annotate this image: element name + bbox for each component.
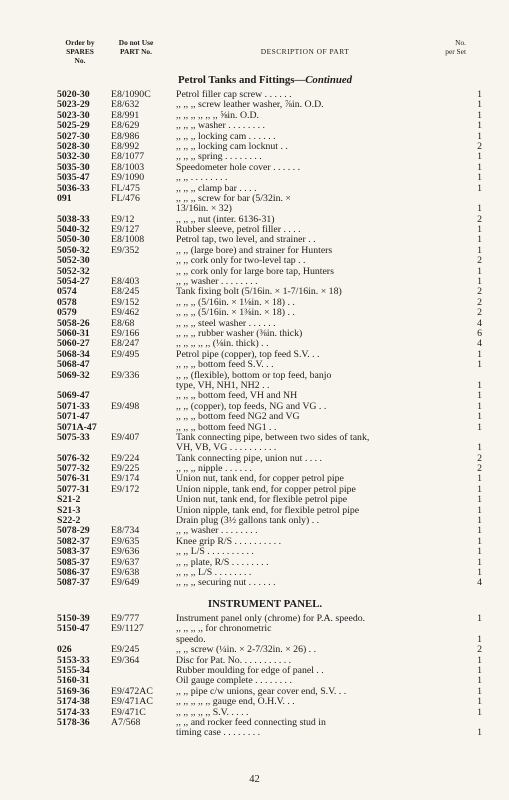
table-row xyxy=(0,184,509,194)
table-row xyxy=(0,697,509,707)
section-title-instrument-panel: INSTRUMENT PANEL. xyxy=(207,598,323,610)
description: ,, ,, . . . . . . . . xyxy=(176,173,228,184)
description: ,, ,, ,, screw leather washer, ⅞in. O.D. xyxy=(176,100,324,111)
order-no-header: Order by SPARES No. xyxy=(65,38,95,65)
qty-per-set: 1 xyxy=(477,525,482,537)
description: Union nut, tank end, for copper petrol pipe xyxy=(176,474,344,485)
spares-no: 5150-39 xyxy=(57,613,90,624)
spares-no xyxy=(0,635,111,645)
spares-no: 5069-32 xyxy=(57,369,90,381)
spares-no: 5150-47 xyxy=(57,623,90,635)
part-no: E9/352 xyxy=(111,244,140,256)
spares-no: 5076-32 xyxy=(57,452,90,464)
spares-no: 5050-32 xyxy=(57,244,90,256)
qty-per-set: 2 xyxy=(477,286,482,298)
spares-no: 5069-47 xyxy=(57,390,90,402)
qty-per-set: 1 xyxy=(477,151,482,163)
description: Disc for Pat. No. . . . . . . . . . . xyxy=(176,655,292,666)
qty-per-set: 2 xyxy=(477,463,482,475)
description: ,, ,, ,, rubber washer (⅜in. thick) xyxy=(176,328,303,339)
description: Rubber sleeve, petrol filler . . . . xyxy=(176,225,301,236)
part-no: E8/1077 xyxy=(111,151,145,163)
spares-no: 5077-31 xyxy=(57,483,90,495)
description: ,, ,, ,, clamp bar . . . . xyxy=(176,183,257,194)
spares-no: 5085-37 xyxy=(57,556,90,568)
part-no: E9/649 xyxy=(111,577,140,589)
qty-per-set: 1 xyxy=(477,494,482,506)
description: ,, ,, ,, (5/16in. × 1⅛in. × 18) . . xyxy=(176,297,295,308)
qty-per-set: 1 xyxy=(477,504,482,516)
spares-no: 5075-33 xyxy=(57,431,90,443)
part-no: FL/475 xyxy=(111,182,140,194)
qty-per-set: 2 xyxy=(477,296,482,308)
part-no: E9/12 xyxy=(111,213,135,225)
qty-per-set: 1 xyxy=(477,664,482,676)
table-row xyxy=(0,728,509,738)
description: speedo. xyxy=(176,634,206,645)
description: ,, ,, ,, nipple . . . . . . xyxy=(176,464,252,475)
part-no: E9/638 xyxy=(111,566,140,578)
qty-per-set: 2 xyxy=(477,644,482,656)
spares-no: 5035-47 xyxy=(57,172,90,184)
description: ,, ,, ,, washer . . . . . . . . xyxy=(176,121,265,132)
part-no: E9/637 xyxy=(111,556,140,568)
part-no: E8/991 xyxy=(111,109,140,121)
description: ,, ,, ,, ,, ,, ,, ⅝in. O.D. xyxy=(176,110,260,121)
qty-per-set: 1 xyxy=(477,483,482,495)
description: type, VH, NH1, NH2 . . xyxy=(176,380,270,391)
part-no: E8/1003 xyxy=(111,161,145,173)
table-row xyxy=(0,173,509,183)
part-no: E9/174 xyxy=(111,473,140,485)
part-no: FL/476 xyxy=(111,192,140,204)
qty-per-set: 1 xyxy=(477,400,482,412)
qty-per-set: 1 xyxy=(477,120,482,132)
qty-per-set: 2 xyxy=(477,213,482,225)
qty-per-set: 1 xyxy=(477,161,482,173)
spares-no: 5040-32 xyxy=(57,224,90,236)
qty-per-set: 1 xyxy=(477,265,482,277)
description: Petrol tap, two level, and strainer . . xyxy=(176,235,316,246)
part-no xyxy=(111,360,176,370)
spares-no: 5153-33 xyxy=(57,654,90,666)
qty-per-set: 1 xyxy=(477,685,482,697)
description: Instrument panel only (chrome) for P.A. speedo. xyxy=(176,614,366,624)
description: ,, ,, (copper), top feeds, NG and VG . . xyxy=(176,401,327,412)
qty-per-set: 2 xyxy=(477,140,482,152)
qty-per-set: 1 xyxy=(477,182,482,194)
spares-no: 5023-29 xyxy=(57,99,90,111)
description: ,, ,, ,, ,, ,, S.V. . . . . xyxy=(176,707,249,718)
qty-per-set: 1 xyxy=(477,348,482,360)
description: ,, ,, ,, locking cam . . . . . . xyxy=(176,131,276,142)
spares-no: 5052-32 xyxy=(57,265,90,277)
qty-per-set: 1 xyxy=(477,706,482,718)
qty-per-set: 1 xyxy=(477,633,482,645)
spares-no xyxy=(0,381,111,391)
qty-per-set: 1 xyxy=(477,421,482,433)
qty-per-set: 6 xyxy=(477,327,482,339)
part-no: E8/734 xyxy=(111,525,140,537)
table-row xyxy=(0,433,509,443)
qty-per-set: 1 xyxy=(477,566,482,578)
part-no: E9/498 xyxy=(111,400,140,412)
part-no: E8/1090C xyxy=(111,89,151,100)
qty-per-set: 1 xyxy=(477,654,482,666)
description: Union nut, tank end, for flexible petrol pipe xyxy=(176,495,348,506)
description: ,, ,, ,, bottom feed S.V. . . xyxy=(176,360,274,371)
spares-no: 5083-37 xyxy=(57,546,90,558)
part-no: E9/1127 xyxy=(111,623,144,635)
qty-per-set: 1 xyxy=(477,172,482,184)
part-no: E9/245 xyxy=(111,644,140,656)
description: Union nipple, tank end, for copper petrol pipe xyxy=(176,484,356,495)
description: ,, ,, ,, bottom feed, VH and NH xyxy=(176,391,298,402)
qty-per-set: 1 xyxy=(477,613,482,624)
description: Rubber moulding for edge of panel . . xyxy=(176,665,324,676)
spares-no: 5071-47 xyxy=(57,411,90,423)
spares-no: 5023-30 xyxy=(57,109,90,121)
spares-no: 0579 xyxy=(57,307,77,319)
qty-per-set: 1 xyxy=(477,696,482,708)
part-no: E9/777 xyxy=(111,613,140,624)
part-no: E9/495 xyxy=(111,348,140,360)
description: Petrol filler cap screw . . . . . . xyxy=(176,90,292,100)
description: ,, ,, ,, (5/16in. × 1⅜in. × 18) . . xyxy=(176,308,295,319)
spares-no: S21-2 xyxy=(57,494,81,506)
table-row xyxy=(0,718,509,728)
part-no: E9/336 xyxy=(111,369,140,381)
description: ,, ,, pipe c/w unions, gear cover end, S.V. . . xyxy=(176,686,347,697)
description: ,, ,, ,, ,, ,, (⅛in. thick) . . xyxy=(176,339,269,350)
spares-no: S22-2 xyxy=(57,515,81,527)
qty-per-set: 2 xyxy=(477,255,482,267)
spares-no: 091 xyxy=(57,192,72,204)
description: ,, ,, ,, securing nut . . . . . . xyxy=(176,578,276,589)
part-no: E9/364 xyxy=(111,654,140,666)
part-no: E8/245 xyxy=(111,286,140,298)
qty-per-set: 4 xyxy=(477,577,482,589)
qty-per-set: 1 xyxy=(477,727,482,739)
spares-no: 026 xyxy=(57,644,72,656)
part-no: E8/992 xyxy=(111,140,140,152)
description: Speedometer hole cover . . . . . . xyxy=(176,162,301,173)
spares-no xyxy=(0,443,111,453)
section-title-petrol-tanks: Petrol Tanks and Fittings—Continued xyxy=(177,74,353,86)
description: ,, ,, plate, R/S . . . . . . . . xyxy=(176,557,269,568)
part-no xyxy=(111,728,176,738)
spares-no: 5174-38 xyxy=(57,696,90,708)
description: ,, ,, washer . . . . . . . . xyxy=(176,526,258,537)
description: Knee grip R/S . . . . . . . . . . xyxy=(176,536,282,547)
part-no: E9/471AC xyxy=(111,696,153,708)
spares-no: 5060-31 xyxy=(57,327,90,339)
spares-no: 5025-29 xyxy=(57,120,90,132)
qty-per-set: 1 xyxy=(477,244,482,256)
table-row xyxy=(0,578,509,588)
table-row xyxy=(0,624,509,634)
part-no: E9/635 xyxy=(111,535,140,547)
table-row xyxy=(0,645,509,655)
spares-no: 5174-33 xyxy=(57,706,90,718)
description: ,, ,, ,, locking cam locknut . . xyxy=(176,141,288,152)
part-no xyxy=(111,256,176,266)
description: Drain plug (3½ gallons tank only) . . xyxy=(176,516,320,527)
spares-no: 5054-27 xyxy=(57,276,90,288)
column-header xyxy=(0,38,509,68)
part-no xyxy=(111,666,176,676)
spares-no: 0574 xyxy=(57,286,77,298)
part-no-header: Do not Use PART No. xyxy=(118,38,154,56)
description: ,, ,, washer . . . . . . . . xyxy=(176,277,258,288)
part-no: E9/152 xyxy=(111,296,140,308)
qty-per-set: 1 xyxy=(477,473,482,485)
table-row xyxy=(0,371,509,381)
description: Oil gauge complete . . . . . . . . xyxy=(176,676,292,687)
spares-no: 5060-27 xyxy=(57,338,90,350)
description: ,, ,, ,, steel washer . . . . . . xyxy=(176,318,276,329)
part-no: E8/68 xyxy=(111,317,135,329)
spares-no: 5178-36 xyxy=(57,716,90,728)
spares-no xyxy=(0,204,111,214)
qty-per-set: 2 xyxy=(477,452,482,464)
description: ,, ,, ,, bottom feed NG2 and VG xyxy=(176,412,300,423)
part-no: E9/1090 xyxy=(111,172,145,184)
spares-no: 5032-30 xyxy=(57,151,90,163)
qty-per-set: 1 xyxy=(477,390,482,402)
part-no: E9/166 xyxy=(111,327,140,339)
part-no: E8/629 xyxy=(111,120,140,132)
description: ,, ,, cork only for two-level tap . . xyxy=(176,256,306,267)
description: ,, ,, ,, L/S . . . . . . . . xyxy=(176,567,252,578)
table-row xyxy=(0,194,509,204)
part-no: E8/247 xyxy=(111,338,140,350)
description: Petrol pipe (copper), top feed S.V. . . xyxy=(176,349,320,360)
spares-no: 5086-37 xyxy=(57,566,90,578)
table-row xyxy=(0,121,509,131)
spares-no: 5058-26 xyxy=(57,317,90,329)
qty-per-set: 1 xyxy=(477,234,482,246)
part-no xyxy=(111,506,176,516)
part-no: E9/225 xyxy=(111,463,140,475)
part-no: E8/403 xyxy=(111,276,140,288)
description: Tank connecting pipe, union nut . . . . xyxy=(176,453,322,464)
description-header: DESCRIPTION OF PART xyxy=(260,47,350,56)
spares-no: 5068-47 xyxy=(57,359,90,371)
table-row xyxy=(0,360,509,370)
description: ,, ,, L/S . . . . . . . . . . xyxy=(176,547,254,558)
spares-no: 5038-33 xyxy=(57,213,90,225)
qty-per-set: 1 xyxy=(477,556,482,568)
description: ,, ,, (flexible), bottom or top feed, banjo xyxy=(176,370,332,381)
qty-per-set: 1 xyxy=(477,515,482,527)
qty-per-set: 1 xyxy=(477,675,482,687)
spares-no: 5035-30 xyxy=(57,161,90,173)
description: Union nipple, tank end, for flexible petrol pipe xyxy=(176,505,360,516)
description: ,, ,, and rocker feed connecting stud in xyxy=(176,717,326,728)
spares-no: 0578 xyxy=(57,296,77,308)
part-no: E8/632 xyxy=(111,99,140,111)
spares-no xyxy=(0,728,111,738)
part-no: E8/1008 xyxy=(111,234,145,246)
description: ,, ,, ,, spring . . . . . . . . xyxy=(176,152,262,163)
part-no xyxy=(111,381,176,391)
qty-per-set: 1 xyxy=(477,276,482,288)
description: ,, ,, ,, screw for bar (5/32in. × xyxy=(176,193,291,204)
spares-no: 5028-30 xyxy=(57,140,90,152)
table-row xyxy=(0,412,509,422)
qty-per-set: 1 xyxy=(477,411,482,423)
qty-per-set: 1 xyxy=(477,130,482,142)
description: VH, VB, VG . . . . . . . . . . xyxy=(176,443,277,454)
part-no: E9/471C xyxy=(111,706,146,718)
qty-per-set: 1 xyxy=(477,99,482,111)
spares-no: 5036-33 xyxy=(57,182,90,194)
spares-no: 5071A-47 xyxy=(57,421,97,433)
description: Tank fixing bolt (5/16in. × 1-7/16in. × 18) xyxy=(176,287,342,298)
part-no: E9/472AC xyxy=(111,685,153,697)
qty-per-set: 4 xyxy=(477,338,482,350)
spares-no: 5077-32 xyxy=(57,463,90,475)
spares-no: 5068-34 xyxy=(57,348,90,360)
qty-per-set: 1 xyxy=(477,109,482,121)
description: ,, ,, ,, nut (inter. 6136-31) xyxy=(176,214,275,225)
part-no: E9/172 xyxy=(111,483,140,495)
description: ,, ,, screw (¼in. × 2-7/32in. × 26) . . xyxy=(176,645,317,656)
spares-no: 5052-30 xyxy=(57,255,90,267)
qty-per-set: 1 xyxy=(477,379,482,391)
spares-no: 5160-31 xyxy=(57,675,90,687)
part-no: A7/568 xyxy=(111,716,141,728)
spares-no: 5169-36 xyxy=(57,685,90,697)
spares-no: 5020-30 xyxy=(57,89,90,100)
spares-no: 5087-37 xyxy=(57,577,90,589)
description: ,, ,, ,, bottom feed NG1 . . xyxy=(176,422,277,433)
part-no: E9/462 xyxy=(111,307,140,319)
spares-no: 5076-31 xyxy=(57,473,90,485)
part-no xyxy=(111,412,176,422)
description: Tank connecting pipe, between two sides of tank, xyxy=(176,432,370,443)
spares-no: 5155-34 xyxy=(57,664,90,676)
qty-per-set: 1 xyxy=(477,359,482,371)
qty-per-set: 1 xyxy=(477,535,482,547)
spares-no: S21-3 xyxy=(57,504,81,516)
parts-list-petrol-tanks xyxy=(0,90,509,589)
table-row xyxy=(0,635,509,645)
part-no: E9/224 xyxy=(111,452,140,464)
qty-per-set: 1 xyxy=(477,89,482,100)
qty-per-set: 1 xyxy=(477,203,482,215)
spares-no: 5027-30 xyxy=(57,130,90,142)
part-no xyxy=(111,495,176,505)
part-no: E9/407 xyxy=(111,431,140,443)
parts-list-instrument-panel xyxy=(0,614,509,739)
per-set-header: No. per Set xyxy=(445,38,466,56)
spares-no: 5050-30 xyxy=(57,234,90,246)
qty-per-set: 2 xyxy=(477,307,482,319)
description: 13/16in. × 32) xyxy=(176,204,232,215)
spares-no: 5078-29 xyxy=(57,525,90,537)
qty-per-set: 1 xyxy=(477,546,482,558)
description: ,, ,, (large bore) and strainer for Hunters xyxy=(176,245,333,256)
qty-per-set: 1 xyxy=(477,442,482,454)
description: ,, ,, cork only for large bore tap, Hunters xyxy=(176,266,334,277)
description: timing case . . . . . . . . xyxy=(176,728,261,739)
description: ,, ,, ,, ,, for chronometric xyxy=(176,624,272,635)
part-no: E9/636 xyxy=(111,546,140,558)
spares-no: 5071-33 xyxy=(57,400,90,412)
page-number: 42 xyxy=(249,774,260,785)
description: ,, ,, ,, ,, ,, gauge end, O.H.V. . . xyxy=(176,697,295,708)
part-no: E9/127 xyxy=(111,224,140,236)
part-no: E8/986 xyxy=(111,130,140,142)
qty-per-set: 4 xyxy=(477,317,482,329)
spares-no: 5082-37 xyxy=(57,535,90,547)
qty-per-set: 1 xyxy=(477,224,482,236)
